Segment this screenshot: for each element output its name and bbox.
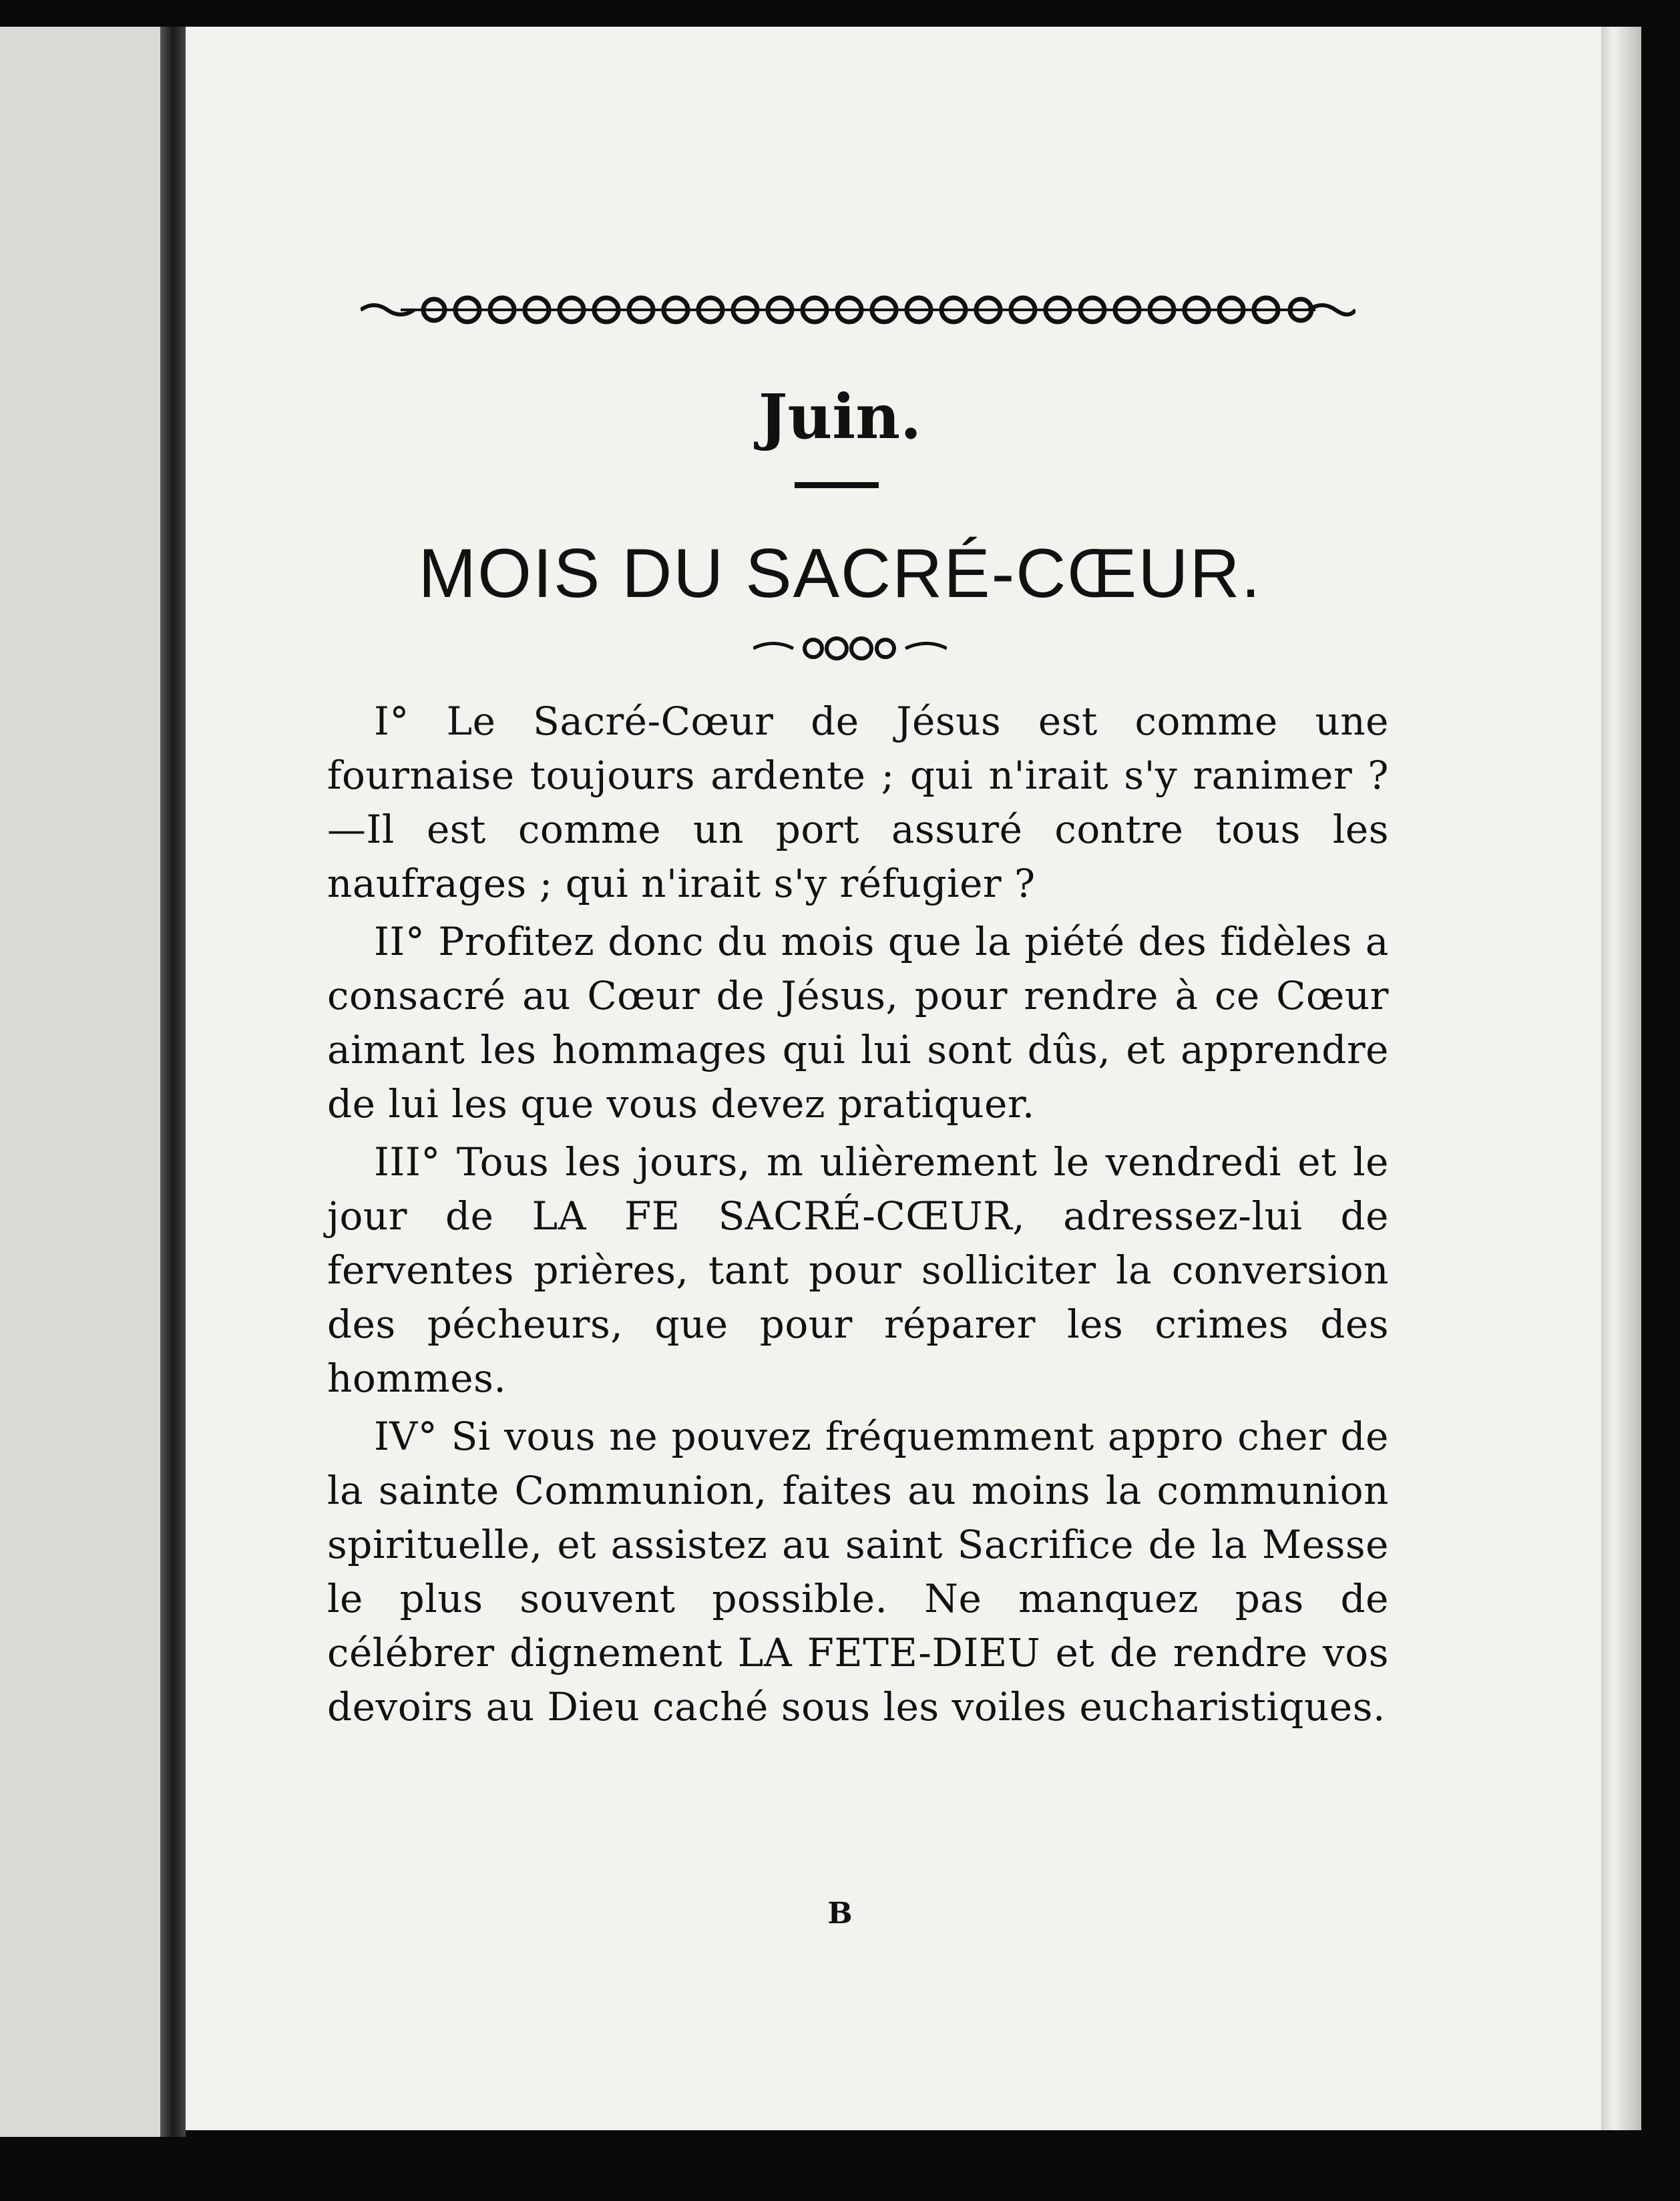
paragraph-3: III° Tous les jours, m ulièrement le vendredi et le jour de LA FE SACRÉ-CŒUR, adressez-lui de ferventes prières, tant pour solliciter la conversion des pécheurs, que pour réparer les crimes des hommes. (327, 1139, 1389, 1401)
signature-mark: B (827, 1896, 853, 1931)
paragraph-4: IV° Si vous ne pouvez fréquemment appro cher de la sainte Communion, faites au moins la communion spirituelle, et assistez au saint Sacrifice de la Messe le plus souvent possible. Ne manquez pas de célébrer dignement LA FETE-DIEU et de rendre vos devoirs au Dieu caché sous les voiles eucharistiques. (327, 1414, 1389, 1730)
page-edge (1601, 27, 1641, 2130)
left-page-fragment (0, 27, 175, 2137)
small-ornament-icon (753, 633, 947, 664)
month-heading: Juin. (758, 381, 922, 453)
heading-rule (795, 482, 879, 488)
ornamental-band-icon (361, 288, 1355, 331)
paragraph-2: II° Profitez donc du mois que la piété des fidèles a consacré au Cœur de Jésus, pour rendre à ce Cœur aimant les hommages qui lui sont dûs, et apprendre de lui les que vous devez pratiquer. (327, 919, 1389, 1127)
book-spine (160, 27, 186, 2137)
page-title: MOIS DU SACRÉ-CŒUR. (418, 535, 1262, 612)
body-text (327, 694, 1389, 1734)
paragraph-1: I° Le Sacré-Cœur de Jésus est comme une fournaise toujours ardente ; qui n'irait s'y ranimer ? —Il est comme un port assuré contre tous les naufrages ; qui n'irait s'y réfugier ? (327, 698, 1389, 906)
